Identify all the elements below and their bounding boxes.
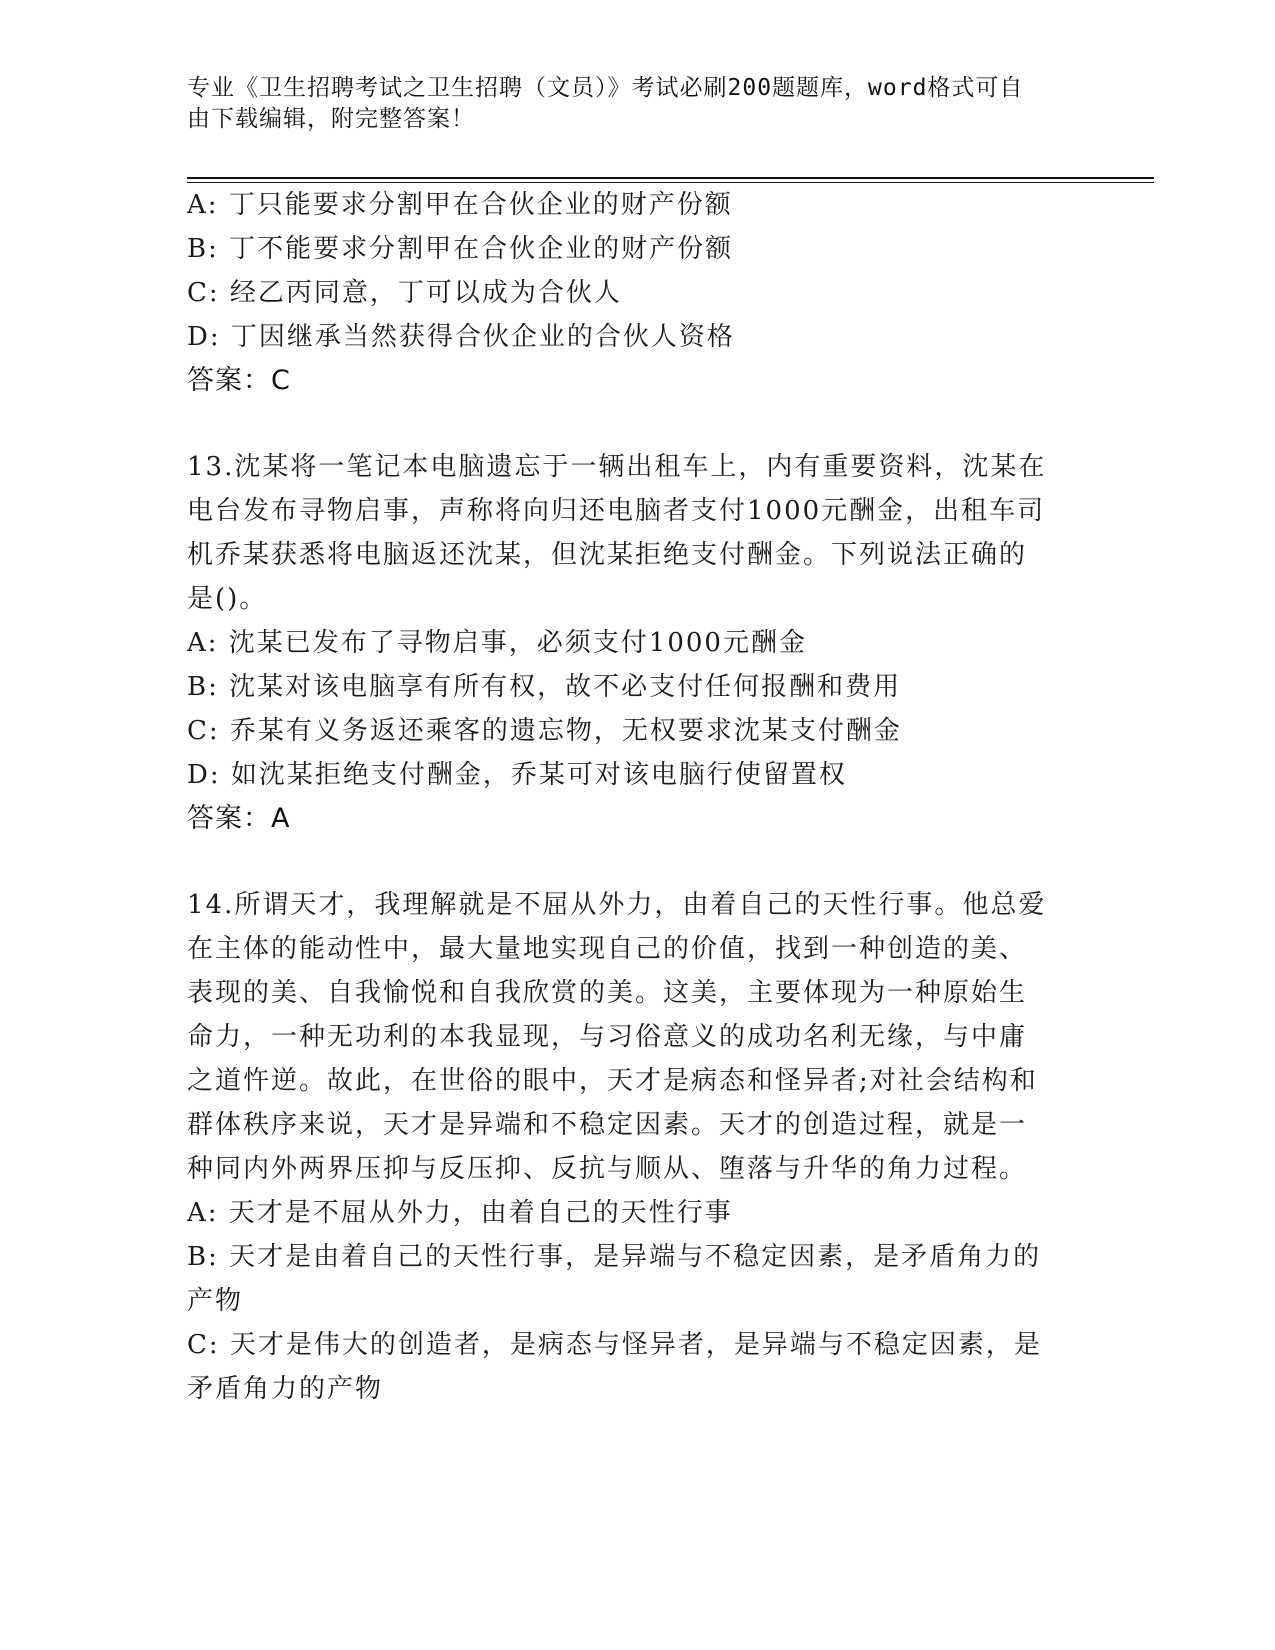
document-header — [187, 73, 1067, 135]
q14-option-b-line-1: B: 天才是由着自己的天性行事，是异端与不稳定因素，是矛盾角力的 — [187, 1242, 1042, 1272]
q12-answer: 答案：C — [187, 365, 291, 396]
q13-option-a: A: 沈某已发布了寻物启事，必须支付1000元酬金 — [187, 628, 807, 658]
q13-stem-line-2: 电台发布寻物启事，声称将向归还电脑者支付1000元酬金，出租车司 — [187, 496, 1046, 526]
header-divider-thin — [187, 182, 1154, 183]
q13-option-c: C: 乔某有义务返还乘客的遗忘物，无权要求沈某支付酬金 — [187, 716, 902, 746]
q12-option-a: A: 丁只能要求分割甲在合伙企业的财产份额 — [187, 190, 733, 220]
header-line-2: 由下载编辑，附完整答案！ — [187, 106, 475, 132]
q14-stem-line-6: 群体秩序来说，天才是异端和不稳定因素。天才的创造过程，就是一 — [187, 1110, 1028, 1140]
q14-option-c-line-1: C: 天才是伟大的创造者，是病态与怪异者，是异端与不稳定因素，是 — [187, 1330, 1042, 1360]
q13-option-b: B: 沈某对该电脑享有所有权，故不必支付任何报酬和费用 — [187, 672, 902, 702]
q14-option-a: A: 天才是不屈从外力，由着自己的天性行事 — [187, 1198, 733, 1228]
q13-answer: 答案：A — [187, 803, 291, 834]
q14-option-b-line-2: 产物 — [187, 1286, 244, 1316]
q14-stem-line-4: 命力，一种无功利的本我显现，与习俗意义的成功名利无缘，与中庸 — [187, 1022, 1028, 1052]
q13-option-d: D: 如沈某拒绝支付酬金，乔某可对该电脑行使留置权 — [187, 760, 847, 790]
q12-option-c: C: 经乙丙同意，丁可以成为合伙人 — [187, 278, 622, 308]
header-divider-thick — [187, 177, 1154, 179]
q12-option-d: D: 丁因继承当然获得合伙企业的合伙人资格 — [187, 322, 735, 352]
q13-stem-line-4: 是()。 — [187, 584, 268, 614]
q14-stem-line-1: 14.所谓天才，我理解就是不屈从外力，由着自己的天性行事。他总爱 — [187, 890, 1047, 920]
q14-stem-line-3: 表现的美、自我愉悦和自我欣赏的美。这美，主要体现为一种原始生 — [187, 978, 1028, 1008]
q12-option-b: B: 丁不能要求分割甲在合伙企业的财产份额 — [187, 234, 734, 264]
q13-stem-line-1: 13.沈某将一笔记本电脑遗忘于一辆出租车上，内有重要资料，沈某在 — [187, 452, 1047, 482]
q14-stem-line-2: 在主体的能动性中，最大量地实现自己的价值，找到一种创造的美、 — [187, 934, 1028, 964]
q14-stem-line-5: 之道忤逆。故此，在世俗的眼中，天才是病态和怪异者;对社会结构和 — [187, 1066, 1038, 1096]
header-line-1: 专业《卫生招聘考试之卫生招聘（文员）》考试必刷200题题库，word格式可自 — [187, 75, 1024, 101]
q13-stem-line-3: 机乔某获悉将电脑返还沈某，但沈某拒绝支付酬金。下列说法正确的 — [187, 540, 1028, 570]
q14-option-c-line-2: 矛盾角力的产物 — [187, 1374, 384, 1404]
q14-stem-line-7: 种同内外两界压抑与反压抑、反抗与顺从、堕落与升华的角力过程。 — [187, 1154, 1028, 1184]
